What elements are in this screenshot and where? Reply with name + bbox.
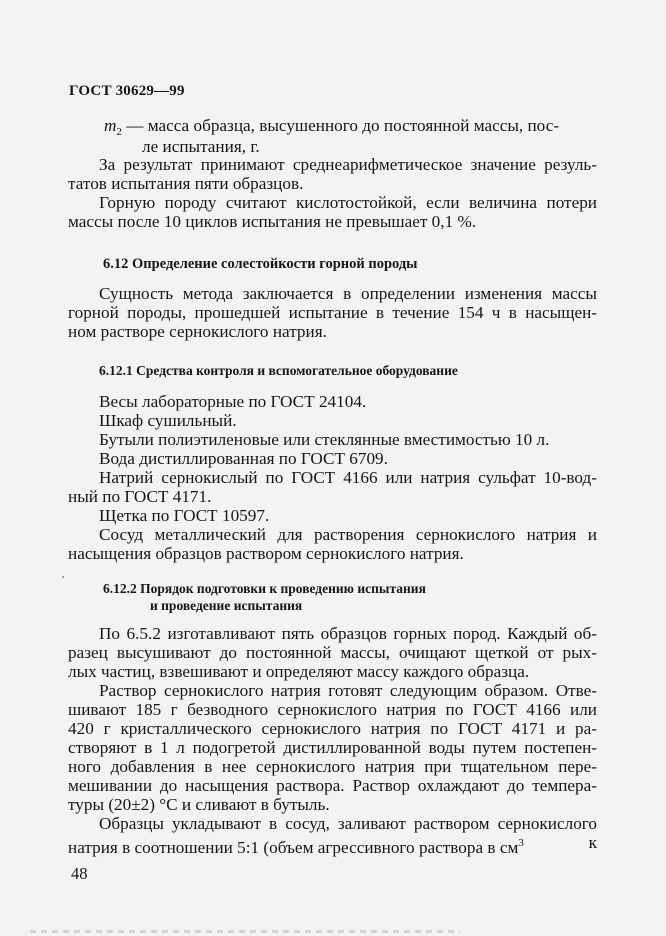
text-line: ле испытания, г.	[142, 137, 260, 156]
speck	[62, 576, 64, 578]
text-line: Сосуд металлический для растворения сернокислого натрия и	[99, 525, 597, 544]
document-header: ГОСТ 30629—99	[69, 83, 185, 99]
section-heading-6-12-1: 6.12.1 Средства контроля и вспомогательное оборудование	[99, 363, 458, 378]
text-line: За результат принимают среднеарифметическое значение резуль-	[99, 155, 597, 174]
variable-m: m	[104, 116, 117, 135]
last-line-tail: к	[588, 833, 597, 852]
text-line: ного добавления в нее сернокислого натрия при тщательном пере-	[68, 757, 597, 776]
text-line: ный по ГОСТ 4171.	[68, 487, 212, 506]
text-line: мешивании до насыщения раствора. Раствор охлаждают до темпера-	[68, 776, 597, 795]
section-heading-6-12-2: 6.12.2 Порядок подготовки к проведению испытания	[103, 581, 426, 596]
text-line: туры (20±2) °С и сливают в бутыль.	[68, 795, 330, 814]
text-line: Шкаф сушильный.	[99, 411, 237, 430]
text-line: Сущность метода заключается в определении изменения массы	[99, 284, 597, 303]
text-line: Вода дистиллированная по ГОСТ 6709.	[99, 449, 388, 468]
text-line: лых частиц, взвешивают и определяют массу каждого образца.	[68, 662, 530, 681]
text-line: створяют в 1 л подогретой дистиллированной воды путем постепен-	[68, 738, 597, 757]
text-line: 420 г кристаллического сернокислого натрия по ГОСТ 4171 и ра-	[68, 719, 597, 738]
section-heading-6-12: 6.12 Определение солестойкости горной породы	[103, 256, 418, 272]
text-line: насыщения образцов раствором сернокислого натрия.	[68, 544, 464, 563]
text-line: Горную породу считают кислотостойкой, если величина потери	[99, 193, 597, 212]
text-line: Натрий сернокислый по ГОСТ 4166 или натрия сульфат 10-вод-	[99, 468, 597, 487]
text-line: татов испытания пяти образцов.	[68, 174, 304, 193]
section-heading-6-12-2-cont: и проведение испытания	[150, 598, 303, 613]
m2-text: — масса образца, высушенного до постоянной массы, пос-	[121, 116, 560, 135]
superscript: 3	[518, 837, 524, 849]
text-line: шивают 185 г безводного сернокислого натрия по ГОСТ 4166 или	[68, 700, 597, 719]
variable-subscript: 2	[116, 126, 122, 138]
text-line-last	[68, 833, 597, 858]
last-line-text: натрия в соотношении 5:1 (объем агрессивного раствора в см	[68, 838, 519, 857]
text-line: По 6.5.2 изготавливают пять образцов горных пород. Каждый об-	[99, 624, 597, 643]
text-line: Образцы укладывают в сосуд, заливают раствором сернокислого	[99, 814, 597, 833]
text-line: Щетка по ГОСТ 10597.	[99, 506, 270, 525]
text-line: Раствор сернокислого натрия готовят следующим образом. Отве-	[99, 681, 597, 700]
text-line: массы после 10 циклов испытания не превышает 0,1 %.	[68, 212, 477, 231]
text-line: разец высушивают до постоянной массы, очищают щеткой от рых-	[68, 643, 597, 662]
text-line: Весы лабораторные по ГОСТ 24104.	[99, 392, 367, 411]
text-line: ном растворе сернокислого натрия.	[68, 322, 327, 341]
scan-artifact	[30, 930, 460, 933]
page-number: 48	[71, 864, 88, 883]
text-line: Бутыли полиэтиленовые или стеклянные вместимостью 10 л.	[99, 430, 550, 449]
text-line: горной породы, прошедшей испытание в течение 154 ч в насыщен-	[68, 303, 597, 322]
